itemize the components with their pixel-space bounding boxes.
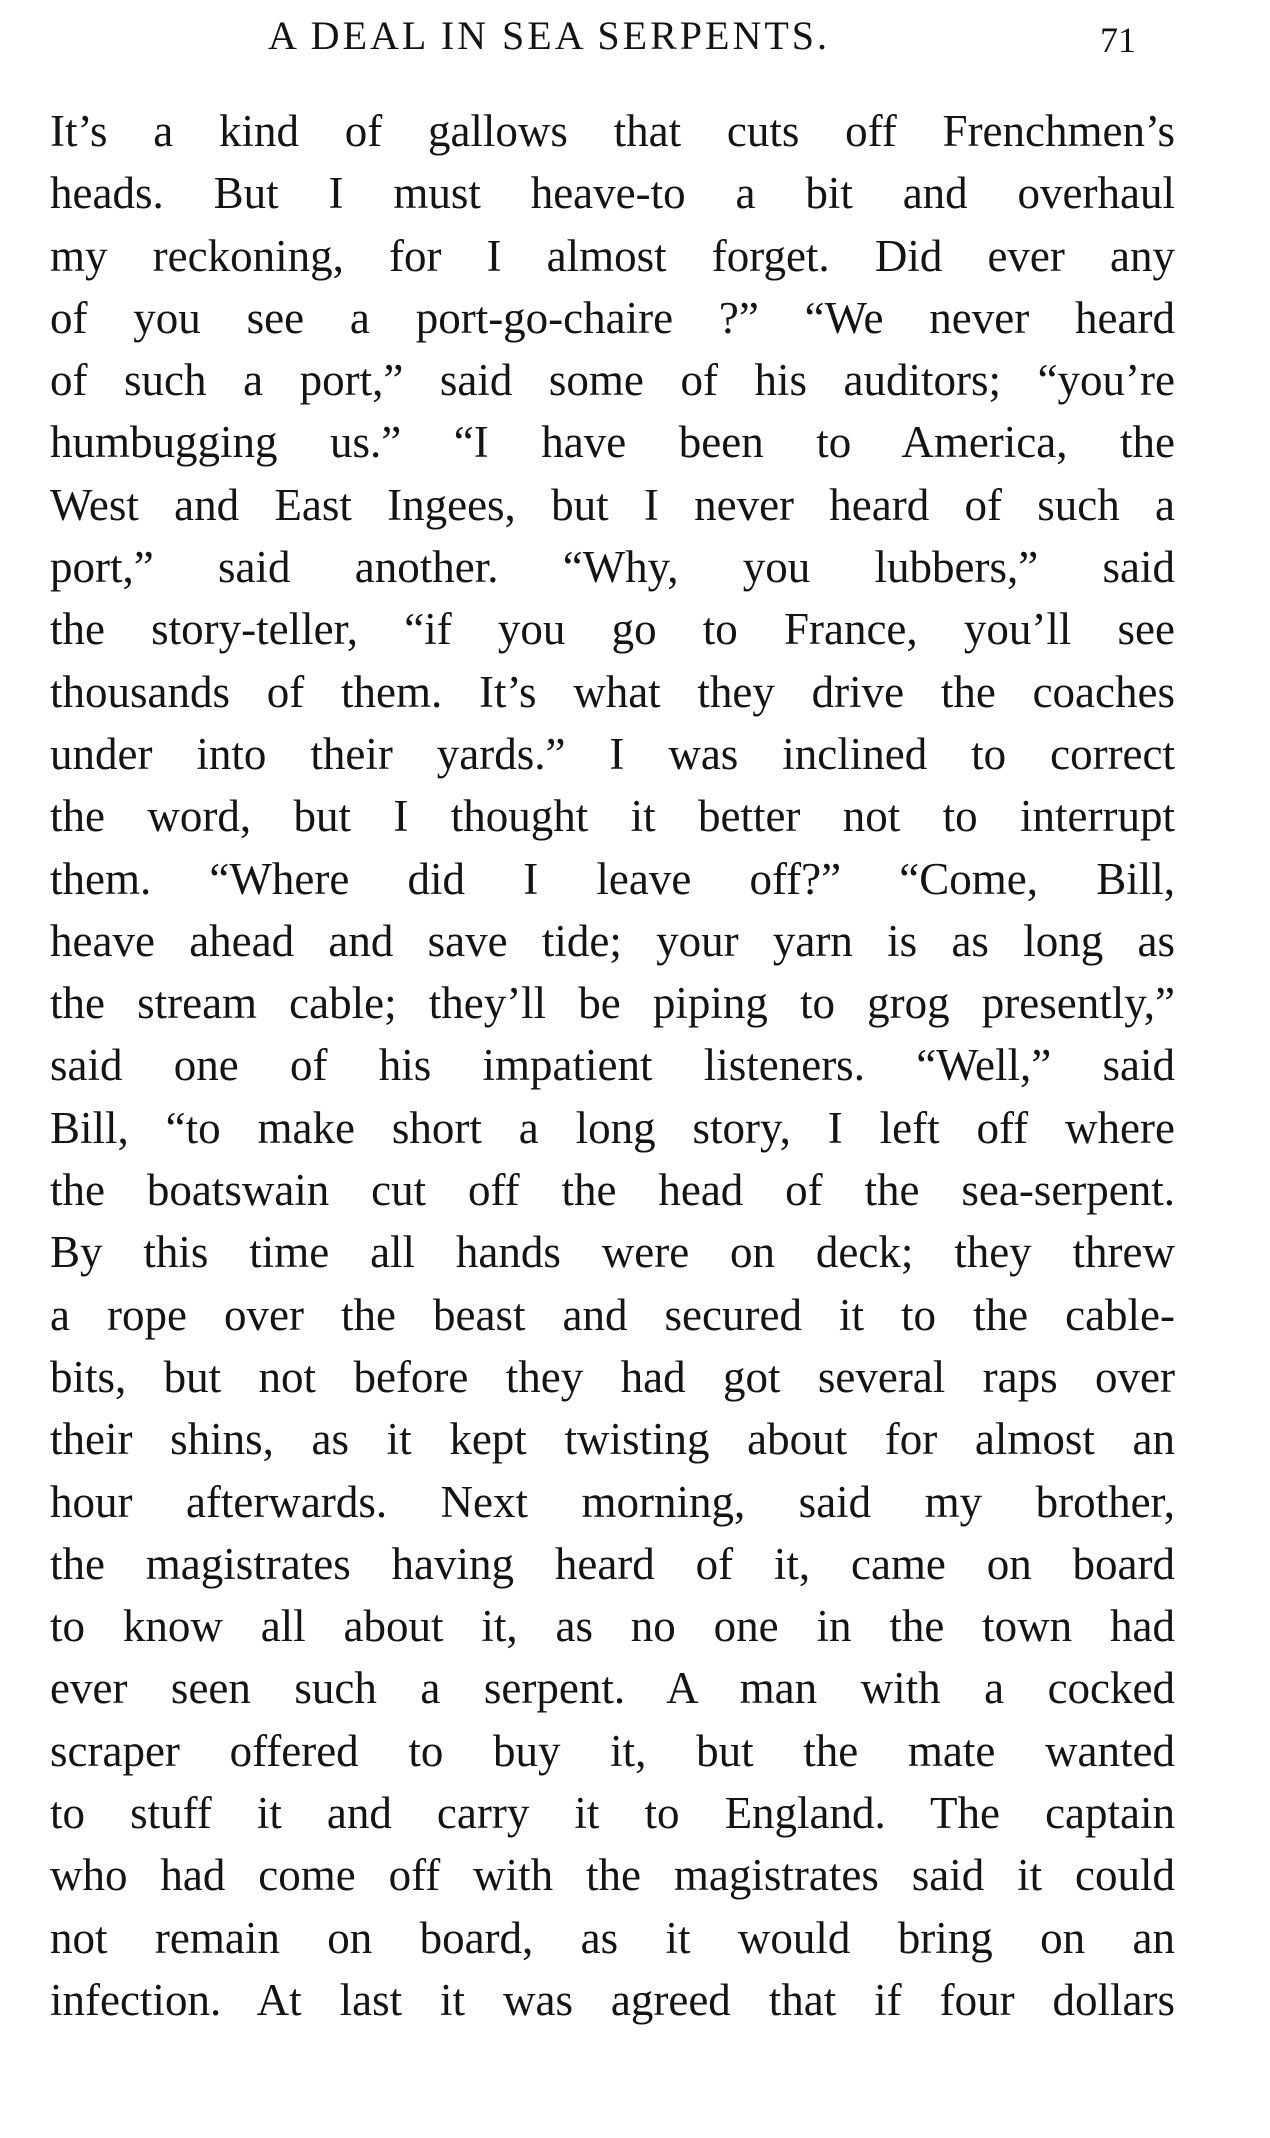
- text-line: under into their yards.” I was inclined to correct: [50, 728, 1175, 779]
- text-line: the story-teller, “if you go to France, you’ll see: [50, 604, 1175, 655]
- text-line: the magistrates having heard of it, came on board: [50, 1538, 1175, 1589]
- text-line: a rope over the beast and secured it to the cable-: [50, 1289, 1175, 1340]
- text-line: of such a port,” said some of his auditors; “you’re: [50, 355, 1175, 406]
- text-line: port,” said another. “Why, you lubbers,” said: [50, 542, 1175, 593]
- running-title: A DEAL IN SEA SERPENTS.: [268, 13, 831, 58]
- text-line: Bill, “to make short a long story, I left off where: [50, 1102, 1175, 1153]
- text-line: scraper offered to buy it, but the mate wanted: [50, 1725, 1175, 1776]
- text-line: It’s a kind of gallows that cuts off Frenchmen’s: [50, 106, 1175, 156]
- page-number: 71: [1100, 20, 1136, 60]
- text-line: heave ahead and save tide; your yarn is as long as: [50, 915, 1175, 966]
- text-line: to stuff it and carry it to England. The captain: [50, 1788, 1175, 1839]
- text-line: to know all about it, as no one in the town had: [50, 1601, 1175, 1652]
- text-line: said one of his impatient listeners. “Well,” said: [50, 1040, 1175, 1091]
- text-line: of you see a port-go-chaire ?” “We never heard: [50, 292, 1175, 343]
- text-line: heads. But I must heave-to a bit and overhaul: [50, 168, 1175, 219]
- text-line: not remain on board, as it would bring on an: [50, 1912, 1175, 1963]
- text-line: the stream cable; they’ll be piping to grog presently,”: [50, 978, 1175, 1029]
- text-line: bits, but not before they had got several raps over: [50, 1351, 1175, 1402]
- text-line: hour afterwards. Next morning, said my brother,: [50, 1476, 1175, 1527]
- text-line: humbugging us.” “I have been to America, the: [50, 417, 1175, 468]
- text-line: West and East Ingees, but I never heard of such a: [50, 479, 1175, 530]
- text-line: my reckoning, for I almost forget. Did ever any: [50, 230, 1175, 281]
- body-text: [50, 100, 1175, 2031]
- text-line: who had come off with the magistrates said it could: [50, 1850, 1175, 1901]
- text-line: them. “Where did I leave off?” “Come, Bill,: [50, 853, 1175, 904]
- text-line: the boatswain cut off the head of the sea-serpent.: [50, 1165, 1175, 1216]
- text-line: their shins, as it kept twisting about for almost an: [50, 1414, 1175, 1465]
- running-head: [0, 8, 1270, 64]
- text-line: infection. At last it was agreed that if four dollars: [50, 1974, 1175, 2025]
- text-line: By this time all hands were on deck; they threw: [50, 1227, 1175, 1278]
- text-line: ever seen such a serpent. A man with a cocked: [50, 1663, 1175, 1714]
- text-line: the word, but I thought it better not to interrupt: [50, 791, 1175, 842]
- text-line: thousands of them. It’s what they drive the coaches: [50, 666, 1175, 717]
